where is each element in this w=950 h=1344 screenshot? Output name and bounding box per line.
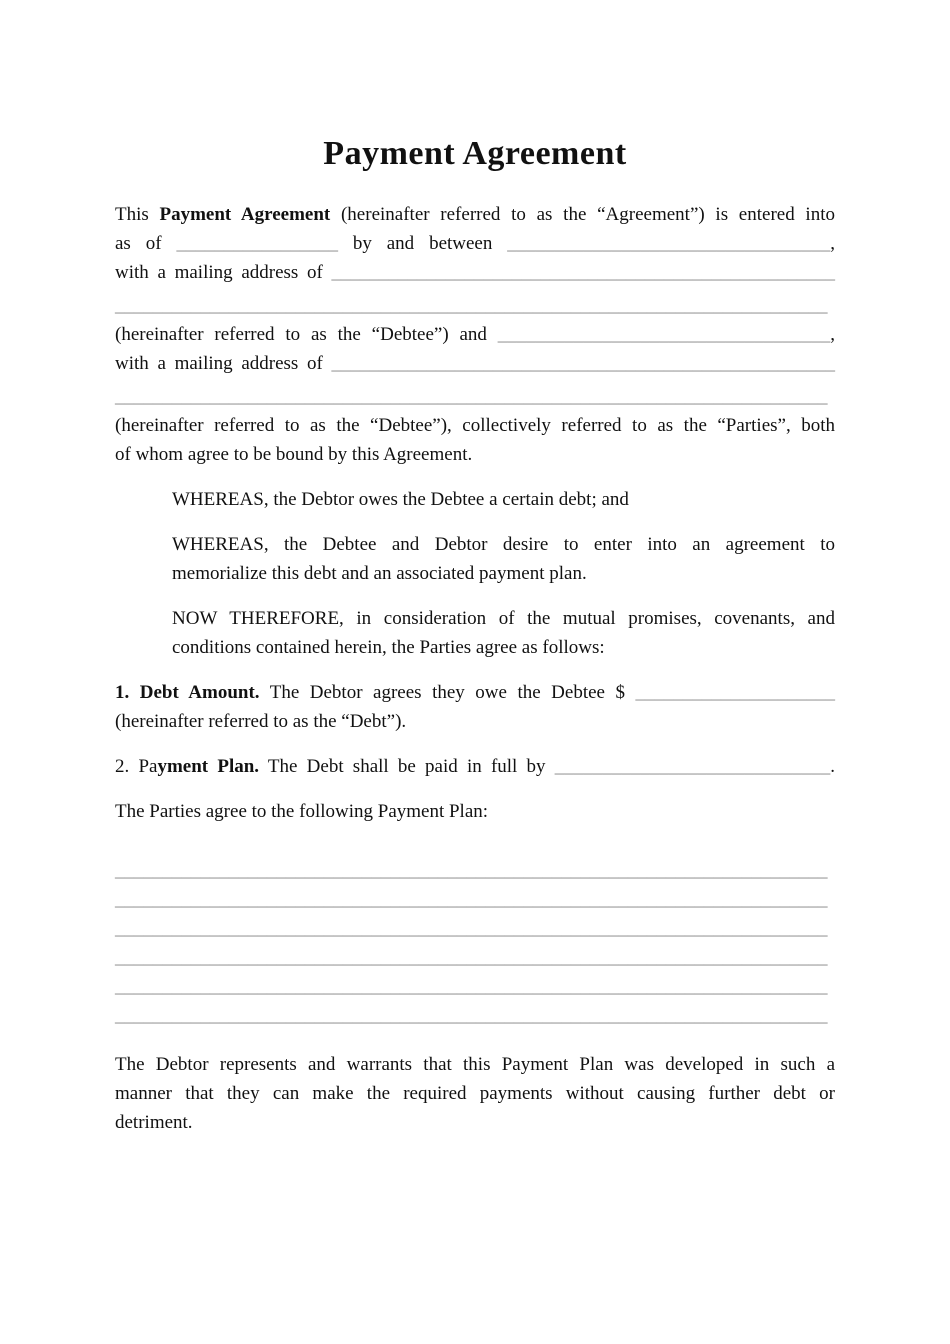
now-therefore-clause: [115, 604, 835, 662]
blank-line: [115, 943, 835, 972]
blank-line: [115, 382, 835, 411]
blank-line: [115, 856, 835, 885]
text-segment: ,: [830, 233, 836, 254]
text-line: [115, 1050, 835, 1079]
text-segment: detriment.: [115, 1112, 193, 1133]
text-segment: (hereinafter referred to as the “Debt”).: [115, 711, 407, 732]
text-segment: The Parties agree to the following Payment Plan:: [115, 801, 489, 822]
blank-field: ___________________________________________________________________________: [115, 1005, 828, 1026]
text-line: [172, 633, 835, 662]
text-line: [172, 604, 835, 633]
text-segment: WHEREAS, the Debtor owes the Debtee a certain debt; and: [172, 489, 629, 510]
blank-field: _____________________: [635, 682, 836, 703]
text-segment: of whom agree to be bound by this Agreement.: [115, 444, 473, 465]
text-line: [115, 678, 835, 707]
text-line: [172, 530, 835, 559]
text-segment: NOW THEREFORE, in consideration of the mutual promises, covenants, and: [172, 608, 835, 629]
text-segment: with a mailing address of: [115, 353, 332, 374]
text-line: [115, 320, 835, 349]
text-line: [115, 440, 835, 469]
debtor-warranty-paragraph: [115, 1050, 835, 1137]
blank-field: _________________: [176, 233, 338, 254]
section-1-debt-amount: [115, 678, 835, 736]
text-line: [115, 1108, 835, 1137]
text-line: [115, 229, 835, 258]
text-line: [115, 200, 835, 229]
blank-line: [115, 972, 835, 1001]
text-line: [115, 797, 835, 826]
text-line: [115, 258, 835, 287]
debtee-1-clause: [115, 291, 835, 378]
debtee-2-clause: [115, 382, 835, 469]
bold-text-segment: Payment Agreement: [159, 204, 331, 225]
text-line: [172, 485, 835, 514]
blank-field: ___________________________________: [497, 324, 831, 345]
blank-field: ___________________________________________________________________________: [115, 889, 828, 910]
document-title: Payment Agreement: [323, 135, 627, 172]
blank-field: ___________________________________________________________________________: [115, 976, 828, 997]
intro-paragraph: [115, 200, 835, 287]
whereas-agreement-clause: [115, 530, 835, 588]
whereas-debt-clause: [115, 485, 835, 514]
text-segment: manner that they can make the required payments without causing further debt or: [115, 1083, 835, 1104]
text-segment: .: [830, 756, 836, 777]
blank-line: [115, 291, 835, 320]
text-segment: as of: [115, 233, 177, 254]
blank-field: _____________________________: [554, 756, 831, 777]
text-segment: conditions contained herein, the Parties agree as follows:: [172, 637, 605, 658]
text-segment: memorialize this debt and an associated payment plan.: [172, 563, 587, 584]
text-segment: (hereinafter referred to as the “Debtee”), collectively referred to as the “Parties”, both: [115, 415, 835, 436]
payment-plan-blank-lines: [115, 856, 835, 1030]
text-segment: by and between: [337, 233, 508, 254]
text-segment: (hereinafter referred to as the “Agreement”) is entered into: [330, 204, 835, 225]
text-segment: ,: [830, 324, 835, 345]
text-line: [115, 752, 835, 781]
text-line: [115, 707, 835, 736]
blank-line: [115, 914, 835, 943]
bold-text-segment: 1. Debt Amount.: [115, 682, 260, 703]
text-segment: The Debtor agrees they owe the Debtee $: [259, 682, 636, 703]
blank-field: ___________________________________________________________________________: [115, 386, 828, 407]
text-segment: The Debt shall be paid in full by: [259, 756, 555, 777]
text-line: [115, 1079, 835, 1108]
payment-plan-intro: [115, 797, 835, 826]
section-2-payment-plan: [115, 752, 835, 781]
bold-text-segment: yment Plan.: [157, 756, 260, 777]
text-line: [115, 411, 835, 440]
text-segment: WHEREAS, the Debtee and Debtor desire to enter into an agreement to: [172, 534, 835, 555]
blank-line: [115, 885, 835, 914]
blank-line: [115, 1001, 835, 1030]
text-segment: 2. Pa: [115, 756, 158, 777]
blank-field: ___________________________________________________________________________: [115, 918, 828, 939]
blank-field: ___________________________________________________________________________: [115, 860, 828, 881]
text-segment: with a mailing address of: [115, 262, 332, 283]
text-segment: (hereinafter referred to as the “Debtee”) and: [115, 324, 498, 345]
blank-field: __________________________________: [507, 233, 831, 254]
text-line: [115, 349, 835, 378]
document-body: [115, 200, 835, 1137]
blank-field: _____________________________________________________: [331, 353, 835, 374]
text-segment: The Debtor represents and warrants that this Payment Plan was developed in such a: [115, 1054, 835, 1075]
text-segment: This: [115, 204, 160, 225]
text-line: [172, 559, 835, 588]
blank-field: ___________________________________________________________________________: [115, 947, 828, 968]
blank-field: ___________________________________________________________________________: [115, 295, 828, 316]
blank-field: _____________________________________________________: [331, 262, 835, 283]
